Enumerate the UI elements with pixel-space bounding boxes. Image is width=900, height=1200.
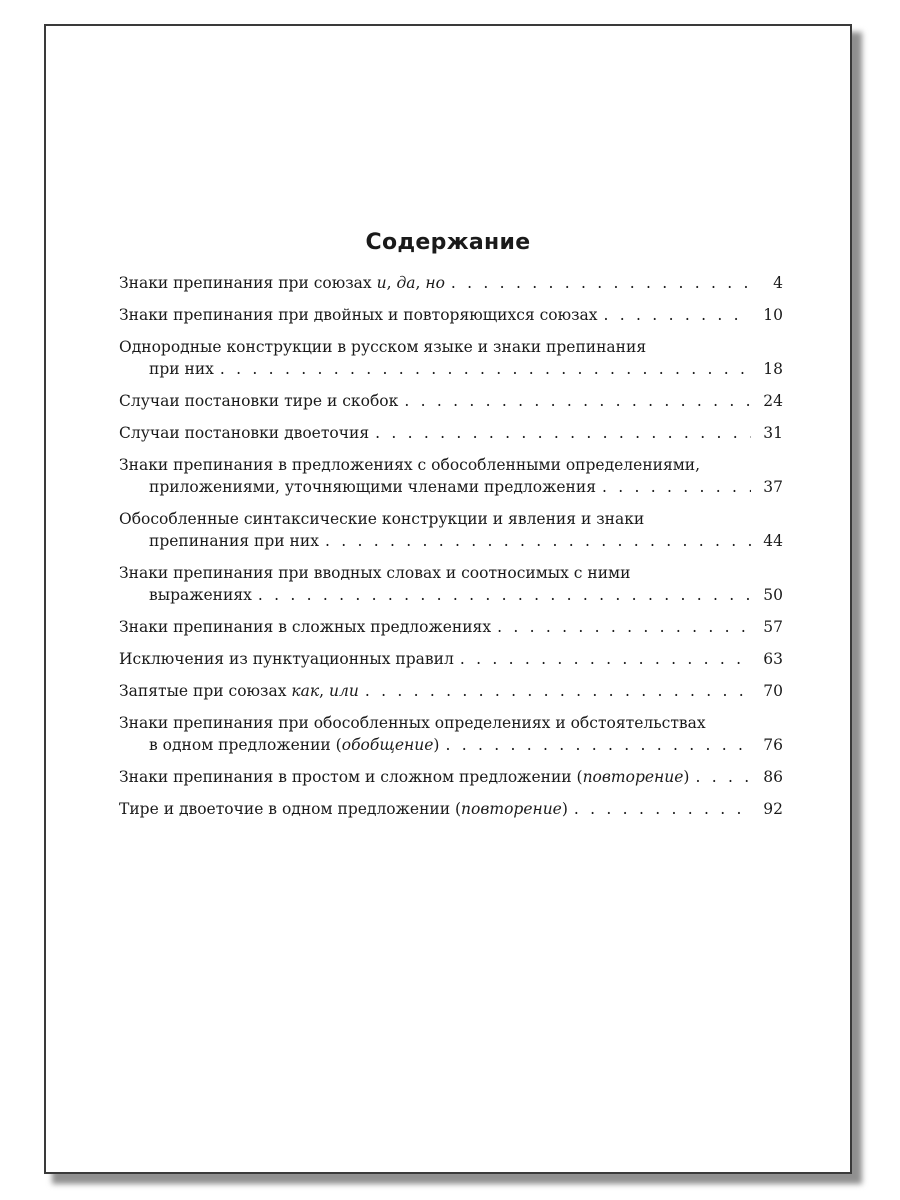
toc-entry-leader-line: [119, 422, 783, 444]
book-page: [44, 24, 852, 1174]
dot-leader: [574, 798, 751, 820]
toc-entry-leader-line: [119, 272, 783, 294]
toc-entry-leader-line: [119, 680, 783, 702]
toc-entry-leader-line: [119, 358, 783, 380]
toc-entry-title: Запятые при союзах как, или: [119, 682, 359, 700]
toc-page-number: 76: [763, 736, 783, 754]
dot-leader: [602, 476, 751, 498]
dot-leader: [365, 680, 751, 702]
toc-page-number: 37: [763, 478, 783, 496]
dot-leader: [695, 766, 751, 788]
toc-entry[interactable]: [119, 680, 783, 702]
toc-page-number: 50: [763, 586, 783, 604]
toc-entry-title-line: Однородные конструкции в русском языке и знаки препинания: [119, 338, 647, 356]
dot-leader: [404, 390, 751, 412]
toc-entry-title: Знаки препинания при двойных и повторяющихся союзах: [119, 306, 598, 324]
toc-entry-leader-line: [119, 476, 783, 498]
toc-page-number: 92: [763, 800, 783, 818]
toc-entry-leader-line: [119, 304, 783, 326]
toc-entry-leader-line: [119, 530, 783, 552]
toc-entry[interactable]: [119, 712, 783, 756]
toc-entry-leader-line: [119, 648, 783, 670]
toc-entry[interactable]: [119, 304, 783, 326]
toc-entry[interactable]: [119, 616, 783, 638]
toc-entry-leader-line: [119, 390, 783, 412]
toc-page-number: 44: [763, 532, 783, 550]
toc-page-number: 63: [763, 650, 783, 668]
toc-entry-title: выражениях: [149, 586, 252, 604]
toc-page-number: 4: [773, 274, 783, 292]
dot-leader: [220, 358, 751, 380]
toc-entry-title: Случаи постановки тире и скобок: [119, 392, 399, 410]
toc-entry[interactable]: [119, 422, 783, 444]
dot-leader: [375, 422, 751, 444]
toc-entry[interactable]: [119, 390, 783, 412]
toc-entry-title: Случаи постановки двоеточия: [119, 424, 370, 442]
toc-entry-title-line: Знаки препинания в предложениях с обособленными определениями,: [119, 456, 701, 474]
toc-entry[interactable]: [119, 766, 783, 788]
toc-entry-title: Знаки препинания в простом и сложном предложении (повторение): [119, 768, 690, 786]
toc-entry-leader-line: [119, 616, 783, 638]
toc-entry[interactable]: [119, 798, 783, 820]
dot-leader: [258, 584, 751, 606]
toc-entry-title: препинания при них: [149, 532, 319, 550]
dot-leader: [497, 616, 751, 638]
dot-leader: [325, 530, 751, 552]
toc-entry-title: Знаки препинания в сложных предложениях: [119, 618, 492, 636]
toc-page-number: 10: [763, 306, 783, 324]
toc-entry[interactable]: [119, 562, 783, 606]
toc-list: [119, 272, 783, 830]
toc-entry-leader-line: [119, 584, 783, 606]
toc-title: Содержание: [365, 230, 531, 255]
toc-page-number: 24: [763, 392, 783, 410]
toc-entry[interactable]: [119, 336, 783, 380]
toc-entry-title: Исключения из пунктуационных правил: [119, 650, 454, 668]
toc-entry-title: Тире и двоеточие в одном предложении (повторение): [119, 800, 568, 818]
toc-page-number: 31: [763, 424, 783, 442]
toc-entry[interactable]: [119, 508, 783, 552]
toc-entry-leader-line: [119, 734, 783, 756]
dot-leader: [451, 272, 751, 294]
toc-entry[interactable]: [119, 454, 783, 498]
toc-entry-title: в одном предложении (обобщение): [149, 736, 440, 754]
toc-entry-title-line: Знаки препинания при вводных словах и соотносимых с ними: [119, 564, 631, 582]
toc-entry-title: Знаки препинания при союзах и, да, но: [119, 274, 445, 292]
toc-page-number: 86: [763, 768, 783, 786]
toc-entry-title-line: Обособленные синтаксические конструкции и явления и знаки: [119, 510, 645, 528]
toc-page-number: 18: [763, 360, 783, 378]
toc-entry[interactable]: [119, 648, 783, 670]
dot-leader: [604, 304, 751, 326]
dot-leader: [460, 648, 751, 670]
toc-entry-title-line: Знаки препинания при обособленных определениях и обстоятельствах: [119, 714, 706, 732]
toc-entry-title: при них: [149, 360, 214, 378]
toc-entry-leader-line: [119, 798, 783, 820]
toc-entry-leader-line: [119, 766, 783, 788]
toc-page-number: 57: [763, 618, 783, 636]
toc-entry-title: приложениями, уточняющими членами предложения: [149, 478, 596, 496]
toc-page-number: 70: [763, 682, 783, 700]
dot-leader: [445, 734, 751, 756]
toc-entry[interactable]: [119, 272, 783, 294]
